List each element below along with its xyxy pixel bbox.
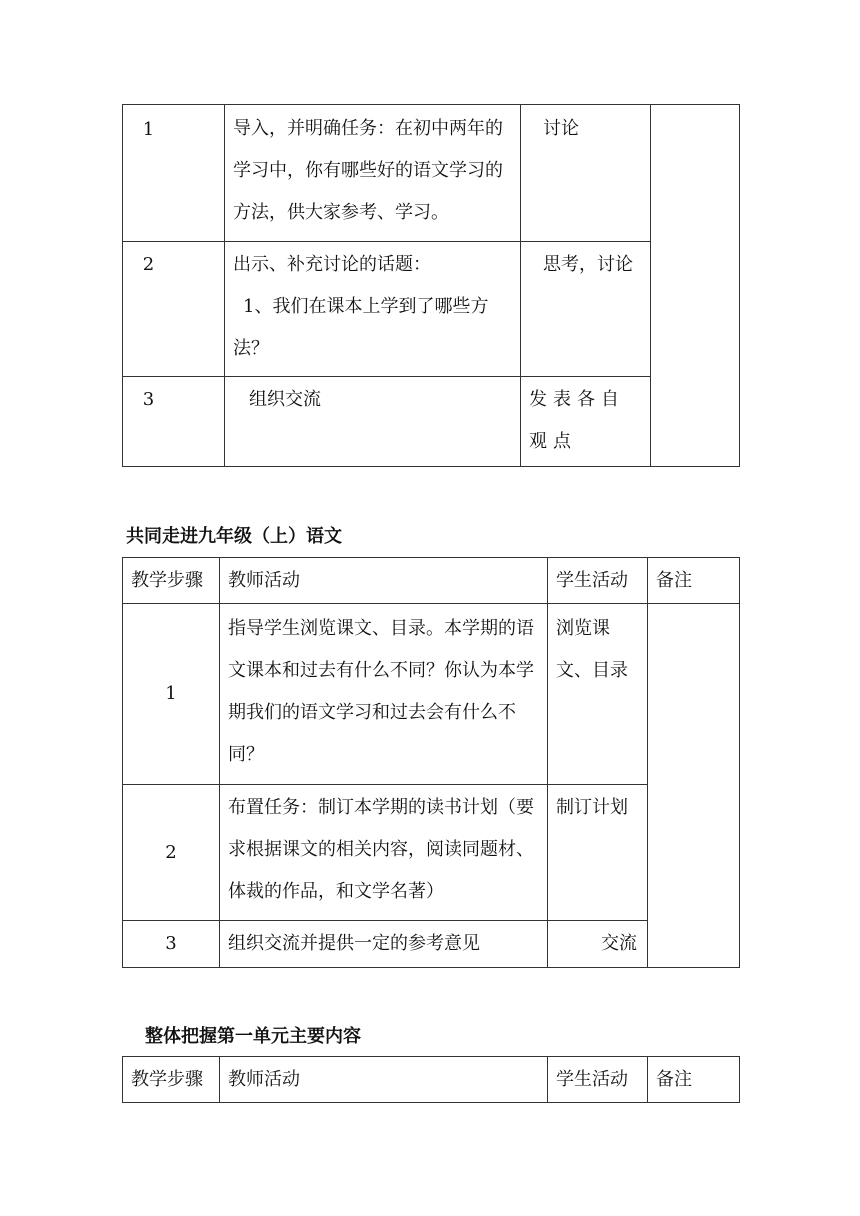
header-student: 学生活动 (548, 1057, 648, 1103)
student-activity-cell: 制订计划 (548, 785, 648, 921)
header-student: 学生活动 (548, 558, 648, 604)
step-cell: 1 (123, 105, 225, 242)
lesson-table-2 (122, 557, 740, 968)
teacher-activity-cell: 组织交流并提供一定的参考意见 (220, 921, 548, 968)
step-cell: 2 (123, 785, 220, 921)
note-cell (648, 604, 740, 968)
student-activity-cell: 发表各自观点 (521, 377, 651, 467)
teacher-activity-cell: 组织交流 (225, 377, 521, 467)
section-title: 共同走进九年级（上）语文 (126, 526, 342, 547)
header-step: 教学步骤 (123, 558, 220, 604)
step-cell: 2 (123, 242, 225, 377)
header-step: 教学步骤 (123, 1057, 220, 1103)
lesson-table-3 (122, 1056, 740, 1103)
teacher-activity-cell: 指导学生浏览课文、目录。本学期的语文课本和过去有什么不同？你认为本学期我们的语文学习和过去会有什么不同？ (220, 604, 548, 785)
student-activity-cell: 思考，讨论 (521, 242, 651, 377)
student-activity-cell: 交流 (548, 921, 648, 968)
header-teacher: 教师活动 (220, 1057, 548, 1103)
header-note: 备注 (648, 1057, 740, 1103)
step-cell: 3 (123, 921, 220, 968)
section-title: 整体把握第一单元主要内容 (145, 1026, 361, 1047)
header-note: 备注 (648, 558, 740, 604)
lesson-table-1 (122, 104, 740, 467)
step-cell: 3 (123, 377, 225, 467)
student-activity-cell: 浏览课文、目录 (548, 604, 648, 785)
note-cell (651, 105, 740, 467)
teacher-activity-cell: 导入，并明确任务：在初中两年的学习中，你有哪些好的语文学习的方法，供大家参考、学习。 (225, 105, 521, 242)
header-teacher: 教师活动 (220, 558, 548, 604)
step-cell: 1 (123, 604, 220, 785)
student-activity-cell: 讨论 (521, 105, 651, 242)
teacher-activity-cell: 布置任务：制订本学期的读书计划（要求根据课文的相关内容，阅读同题材、体裁的作品，和文学名著） (220, 785, 548, 921)
teacher-activity-cell: 出示、补充讨论的话题： 1、我们在课本上学到了哪些方法？ (225, 242, 521, 377)
